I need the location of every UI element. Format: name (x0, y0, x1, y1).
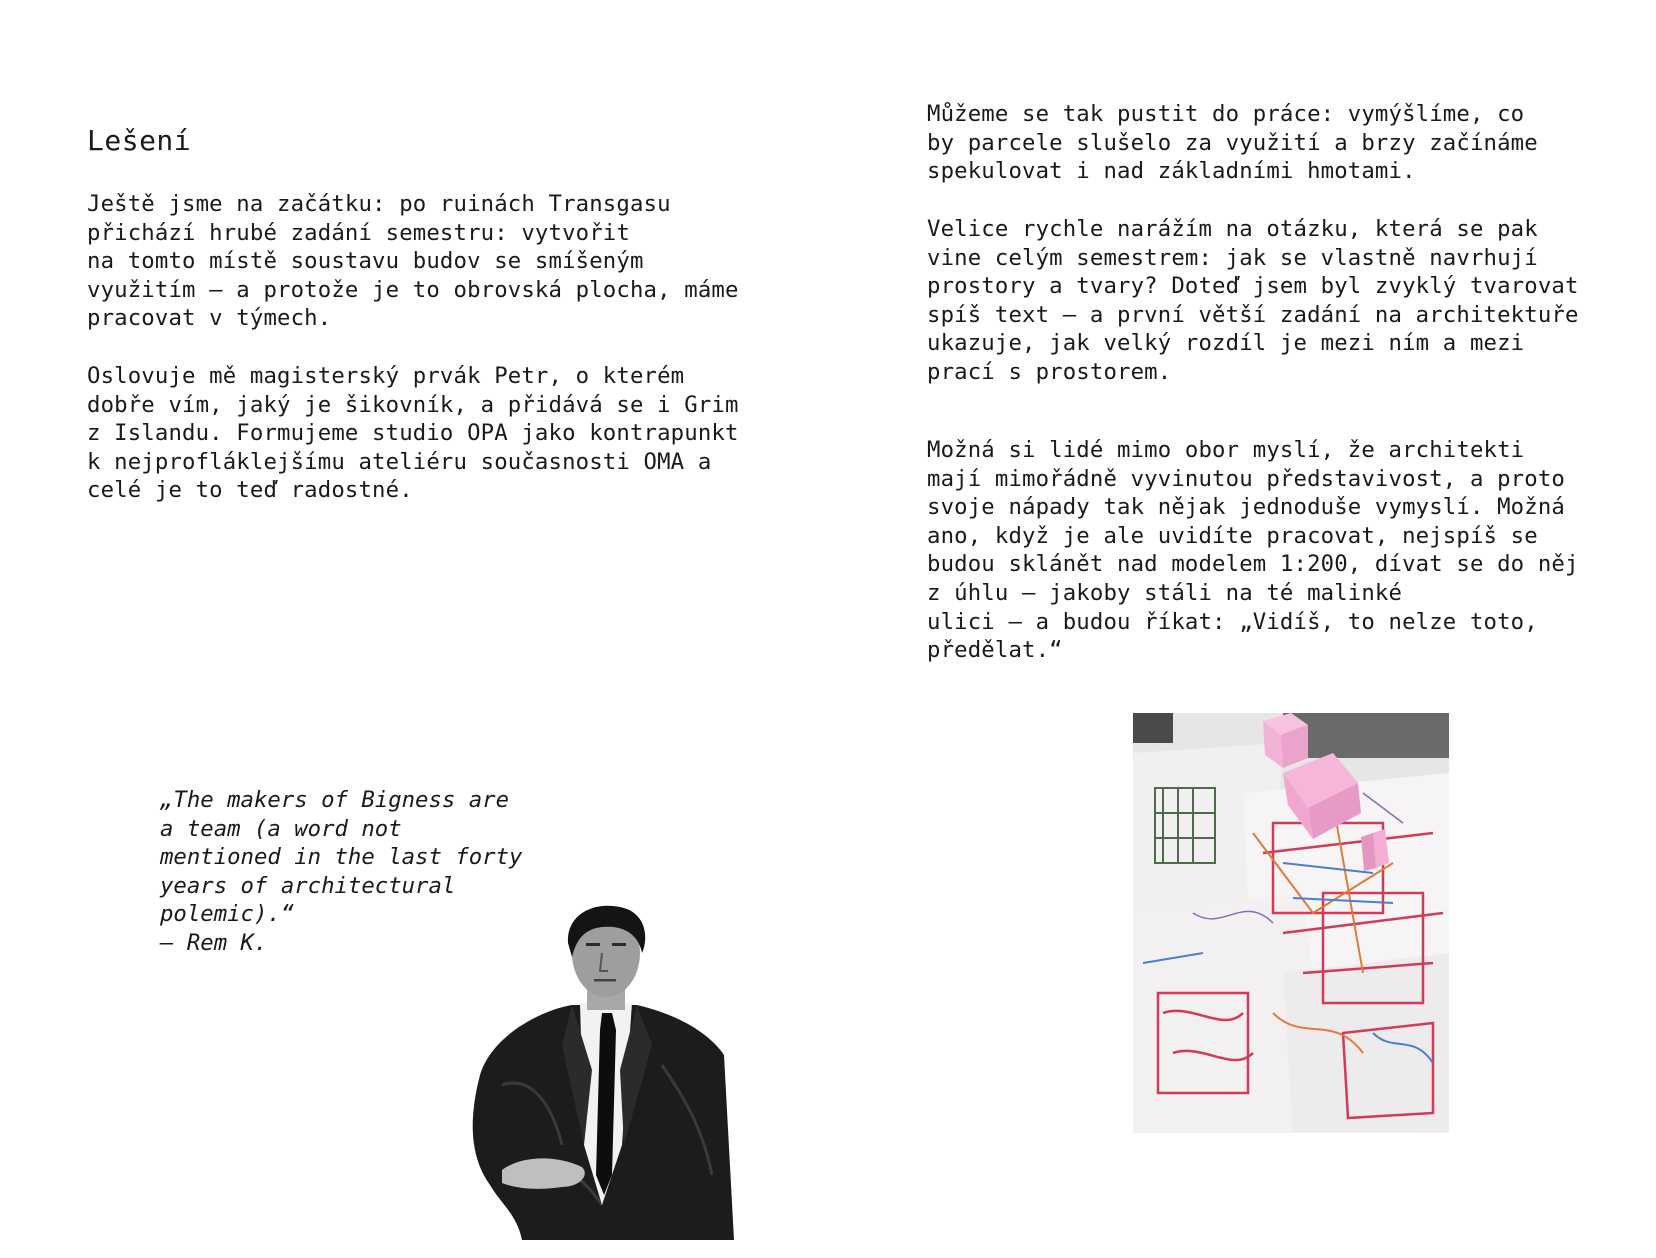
left-paragraph-1: Ještě jsme na začátku: po ruinách Transgasu přichází hrubé zadání semestru: vytvořit na tomto místě soustavu budov se smíšeným využitím – a protože je to obrovská plocha, máme pracovat v týmech. (87, 191, 739, 332)
right-paragraph-1: Můžeme se tak pustit do práce: vymýšlíme, co by parcele slušelo za využití a brzy začínáme spekulovat i nad základními hmotami. (927, 101, 1538, 185)
right-paragraph-2: Velice rychle narážím na otázku, která se pak vine celým semestrem: jak se vlastně navrhují prostory a tvary? Doteď jsem byl zvyklý tvarovat spíš text – a první větší zadání na architektuře ukazuje, jak velký rozdíl je mezi ním a mezi prací s prostorem. (927, 216, 1579, 385)
model-photo (1133, 713, 1449, 1133)
left-paragraph-2: Oslovuje mě magisterský prvák Petr, o kterém dobře vím, jaký je šikovník, a přidává se i Grim z Islandu. Formujeme studio OPA jako kontrapunkt k nejprofláklejšímu ateliéru současnosti OMA a celé je to teď radostné. (87, 363, 739, 504)
portrait-photo (462, 905, 742, 1240)
section-heading: Lešení (87, 124, 192, 157)
rem-koolhaas-quote: „The makers of Bigness are a team (a word not mentioned in the last forty years of architectural polemic).“ – Rem K. (160, 787, 523, 956)
right-paragraph-3: Možná si lidé mimo obor myslí, že architekti mají mimořádně vyvinutou představivost, a proto svoje nápady tak nějak jednoduše vymyslí. Možná ano, když je ale uvidíte pracovat, nejspíš se budou sklánět nad modelem 1:200, dívat se do něj z úhlu – jakoby stáli na té malinké ulici – a budou říkat: „Vidíš, to nelze toto, předělat.“ (927, 437, 1579, 664)
